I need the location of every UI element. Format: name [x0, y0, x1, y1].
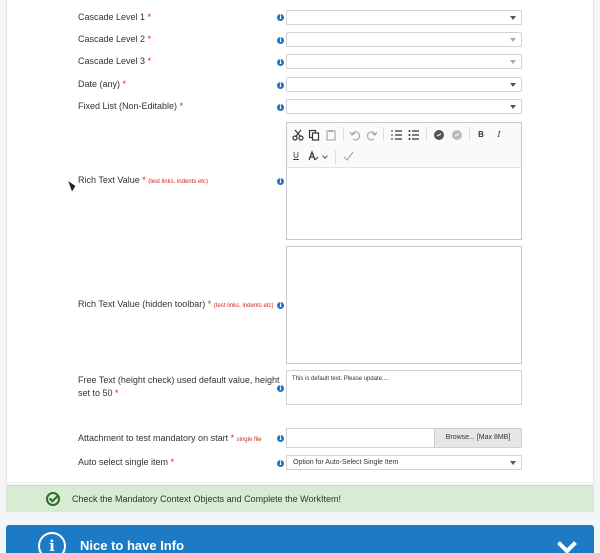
- info-icon[interactable]: i: [277, 37, 284, 44]
- browse-button[interactable]: Browse... [Max 8MB]: [434, 429, 521, 447]
- info-icon[interactable]: i: [277, 460, 284, 467]
- info-icon[interactable]: i: [277, 59, 284, 66]
- label-rich-text: Rich Text Value * (test links, indents etc): [78, 175, 208, 185]
- auto-select-select[interactable]: Option for Auto-Select Single Item: [286, 455, 522, 470]
- label-attachment: Attachment to test mandatory on start * single file: [78, 433, 262, 443]
- paste-icon[interactable]: [325, 129, 337, 141]
- chevron-down-icon: [510, 105, 516, 109]
- info-icon[interactable]: i: [277, 82, 284, 89]
- chevron-down-icon: [510, 461, 516, 465]
- font-color-icon[interactable]: [307, 150, 319, 162]
- check-circle-icon: [46, 492, 60, 506]
- info-icon[interactable]: i: [277, 178, 284, 185]
- italic-icon[interactable]: I: [497, 130, 501, 139]
- cut-icon[interactable]: [292, 129, 304, 141]
- label-cascade-level-1: Cascade Level 1 *: [78, 12, 152, 22]
- info-circle-icon: i: [38, 532, 66, 553]
- chevron-down-icon[interactable]: [557, 534, 577, 553]
- spellcheck-icon[interactable]: [342, 150, 354, 162]
- undo-icon[interactable]: [349, 129, 361, 141]
- underline-icon[interactable]: U: [293, 151, 299, 160]
- info-icon[interactable]: i: [277, 104, 284, 111]
- label-cascade-level-3: Cascade Level 3 *: [78, 56, 152, 66]
- link-icon[interactable]: [433, 129, 445, 141]
- rich-text-hidden-editor[interactable]: [286, 246, 522, 364]
- cascade-level-3-select[interactable]: [286, 54, 522, 69]
- form-card: [6, 0, 594, 482]
- ordered-list-icon[interactable]: [391, 129, 403, 141]
- label-fixed-list: Fixed List (Non-Editable) *: [78, 101, 184, 111]
- chevron-down-icon: [510, 83, 516, 87]
- info-icon[interactable]: i: [277, 435, 284, 442]
- banner-message: Check the Mandatory Context Objects and Complete the WorkItem!: [72, 494, 341, 504]
- cascade-level-2-select[interactable]: [286, 32, 522, 47]
- chevron-down-icon: [510, 16, 516, 20]
- panel-title: Nice to have Info: [80, 538, 185, 553]
- chevron-down-icon: [510, 60, 516, 64]
- date-select[interactable]: [286, 77, 522, 92]
- label-rich-text-hidden: Rich Text Value (hidden toolbar) * (test links, indents etc): [78, 299, 274, 309]
- label-free-text: Free Text (height check) used default value, height set to 50 *: [78, 375, 280, 398]
- label-auto-select: Auto select single item *: [78, 457, 175, 467]
- cascade-level-1-select[interactable]: [286, 10, 522, 25]
- info-icon[interactable]: i: [277, 14, 284, 21]
- copy-icon[interactable]: [308, 129, 320, 141]
- status-banner: [6, 485, 594, 512]
- info-icon[interactable]: i: [277, 385, 284, 392]
- nice-to-have-info-panel[interactable]: [6, 525, 594, 553]
- chevron-down-icon: [510, 38, 516, 42]
- unlink-icon[interactable]: [451, 129, 463, 141]
- label-date: Date (any) *: [78, 79, 127, 89]
- fixed-list-select[interactable]: [286, 99, 522, 114]
- attachment-file-input[interactable]: [286, 428, 522, 448]
- info-icon[interactable]: i: [277, 302, 284, 309]
- label-cascade-level-2: Cascade Level 2 *: [78, 34, 152, 44]
- editor-toolbar: [287, 123, 521, 168]
- redo-icon[interactable]: [366, 129, 378, 141]
- bullet-list-icon[interactable]: [408, 129, 420, 141]
- bold-icon[interactable]: B: [478, 130, 484, 139]
- free-text-input[interactable]: This is default text. Please update....: [286, 370, 522, 405]
- rich-text-editor[interactable]: [286, 122, 522, 240]
- chevron-down-icon[interactable]: [322, 153, 328, 159]
